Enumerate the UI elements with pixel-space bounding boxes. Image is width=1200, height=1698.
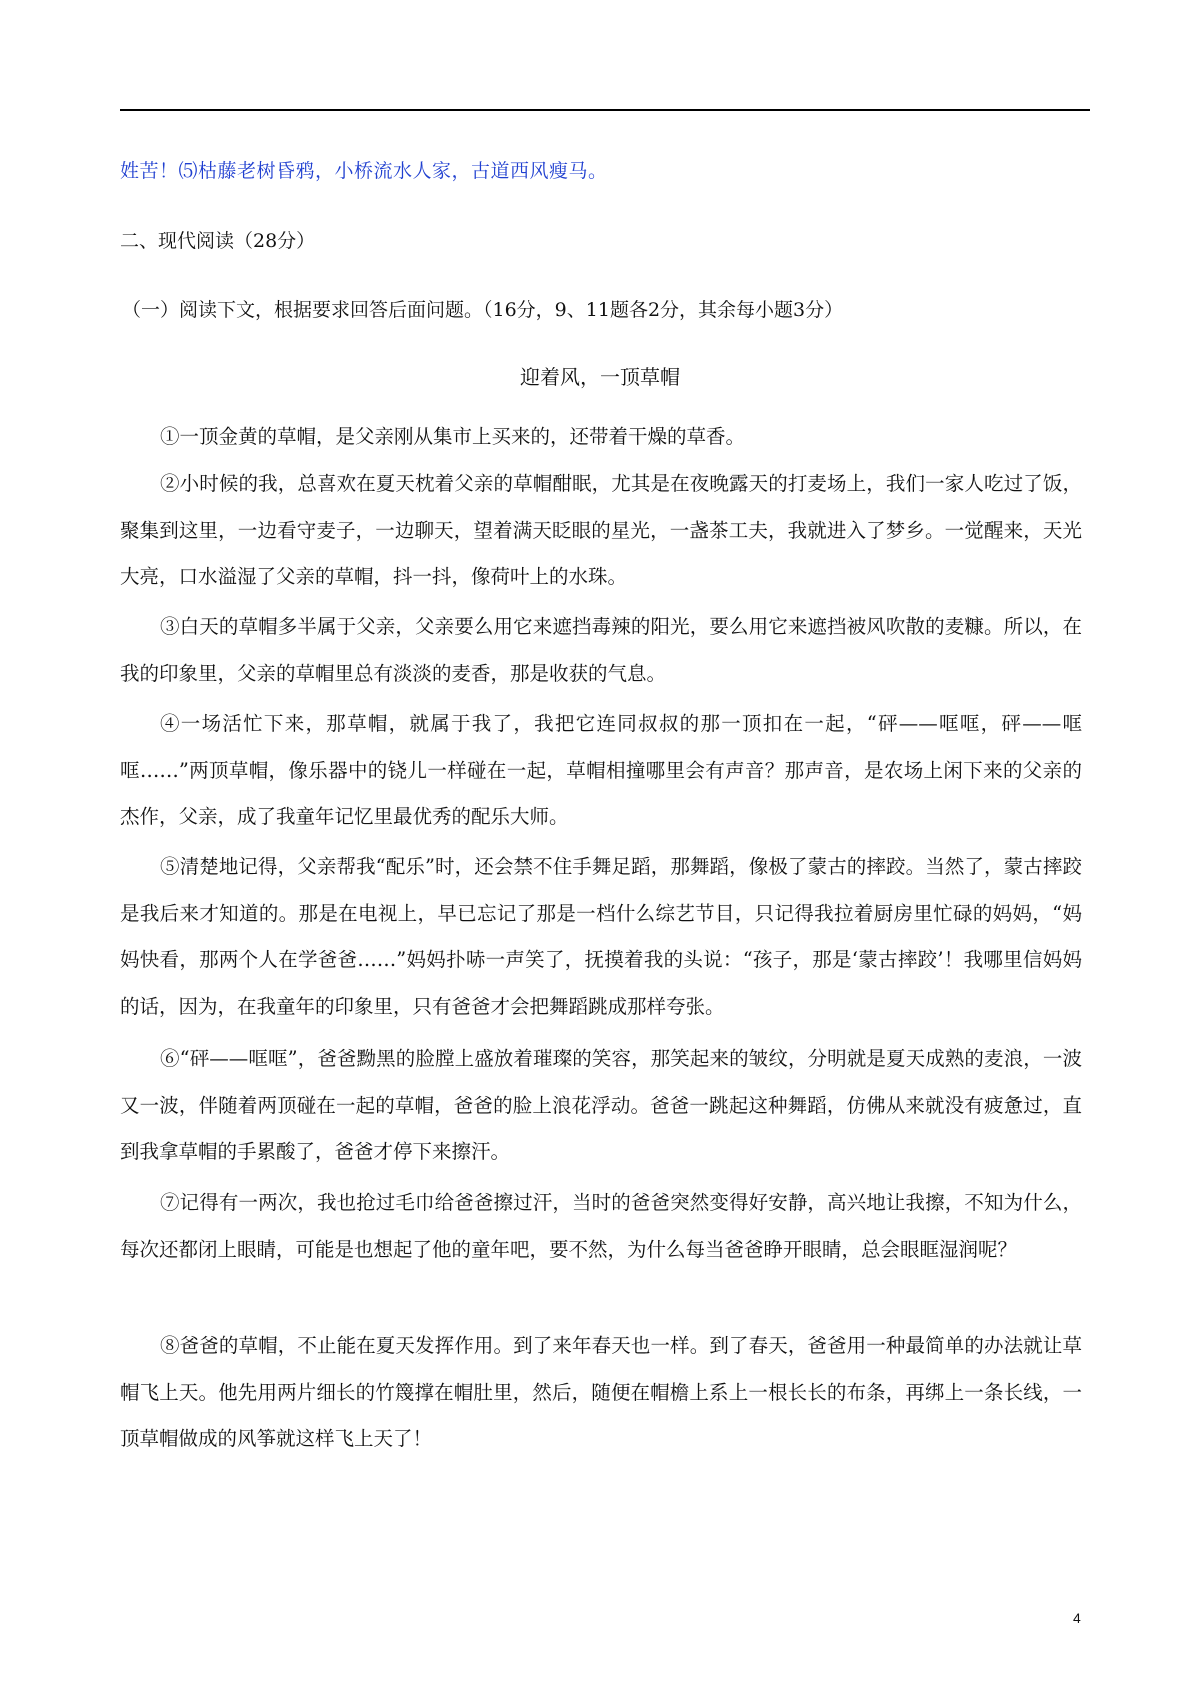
paragraph-7: ⑦记得有一两次，我也抢过毛巾给爸爸擦过汗，当时的爸爸突然变得好安静，高兴地让我擦，不知为什么，每次还都闭上眼睛，可能是也想起了他的童年吧，要不然，为什么每当爸爸睁开眼睛，总会眼眶湿润呢？ xyxy=(120,1191,1082,1261)
section-instruction: （一）阅读下文，根据要求回答后面问题。（16分，9、11题各2分，其余每小题3分） xyxy=(122,299,844,321)
section-title: 二、现代阅读（28分） xyxy=(120,230,316,252)
paragraph-1: ①一顶金黄的草帽，是父亲刚从集市上买来的，还带着干燥的草香。 xyxy=(160,425,746,448)
paragraph-2: ②小时候的我，总喜欢在夏天枕着父亲的草帽酣眠，尤其是在夜晚露天的打麦场上，我们一家人吃过了饭，聚集到这里，一边看守麦子，一边聊天，望着满天眨眼的星光，一盏茶工夫，我就进入了梦乡。一觉醒来，天光大亮，口水溢湿了父亲的草帽，抖一抖，像荷叶上的水珠。 xyxy=(120,472,1082,588)
paragraph-4: ④一场活忙下来，那草帽，就属于我了，我把它连同叔叔的那一顶扣在一起，“砰——哐哐，砰——哐哐……”两顶草帽，像乐器中的铙儿一样碰在一起，草帽相撞哪里会有声音？那声音，是农场上闲下来的父亲的杰作，父亲，成了我童年记忆里最优秀的配乐大师。 xyxy=(120,712,1082,828)
paragraph-5: ⑤清楚地记得，父亲帮我“配乐”时，还会禁不住手舞足蹈，那舞蹈，像极了蒙古的摔跤。当然了，蒙古摔跤是我后来才知道的。那是在电视上，早已忘记了那是一档什么综艺节目，只记得我拉着厨房里忙碌的妈妈，“妈妈快看，那两个人在学爸爸……”妈妈扑哧一声笑了，抚摸着我的头说：“孩子，那是‘蒙古摔跤’！我哪里信妈妈的话，因为，在我童年的印象里，只有爸爸才会把舞蹈跳成那样夸张。 xyxy=(120,855,1082,1018)
page-number: 4 xyxy=(1073,1610,1081,1626)
article-title: 迎着风，一顶草帽 xyxy=(520,365,680,389)
header-rule xyxy=(120,109,1090,111)
paragraph-8: ⑧爸爸的草帽，不止能在夏天发挥作用。到了来年春天也一样。到了春天，爸爸用一种最简单的办法就让草帽飞上天。他先用两片细长的竹篾撑在帽肚里，然后，随便在帽檐上系上一根长长的布条，再绑上一条长线，一顶草帽做成的风筝就这样飞上天了！ xyxy=(120,1334,1082,1450)
paragraph-6: ⑥“砰——哐哐”，爸爸黝黑的脸膛上盛放着璀璨的笑容，那笑起来的皱纹，分明就是夏天成熟的麦浪，一波又一波，伴随着两顶碰在一起的草帽，爸爸的脸上浪花浮动。爸爸一跳起这种舞蹈，仿佛从来就没有疲惫过，直到我拿草帽的手累酸了，爸爸才停下来擦汗。 xyxy=(120,1047,1082,1163)
previous-answer-line: 姓苦！⑸枯藤老树昏鸦，小桥流水人家，古道西风瘦马。 xyxy=(120,160,608,182)
paragraph-3: ③白天的草帽多半属于父亲，父亲要么用它来遮挡毒辣的阳光，要么用它来遮挡被风吹散的麦糠。所以，在我的印象里，父亲的草帽里总有淡淡的麦香，那是收获的气息。 xyxy=(120,615,1082,685)
